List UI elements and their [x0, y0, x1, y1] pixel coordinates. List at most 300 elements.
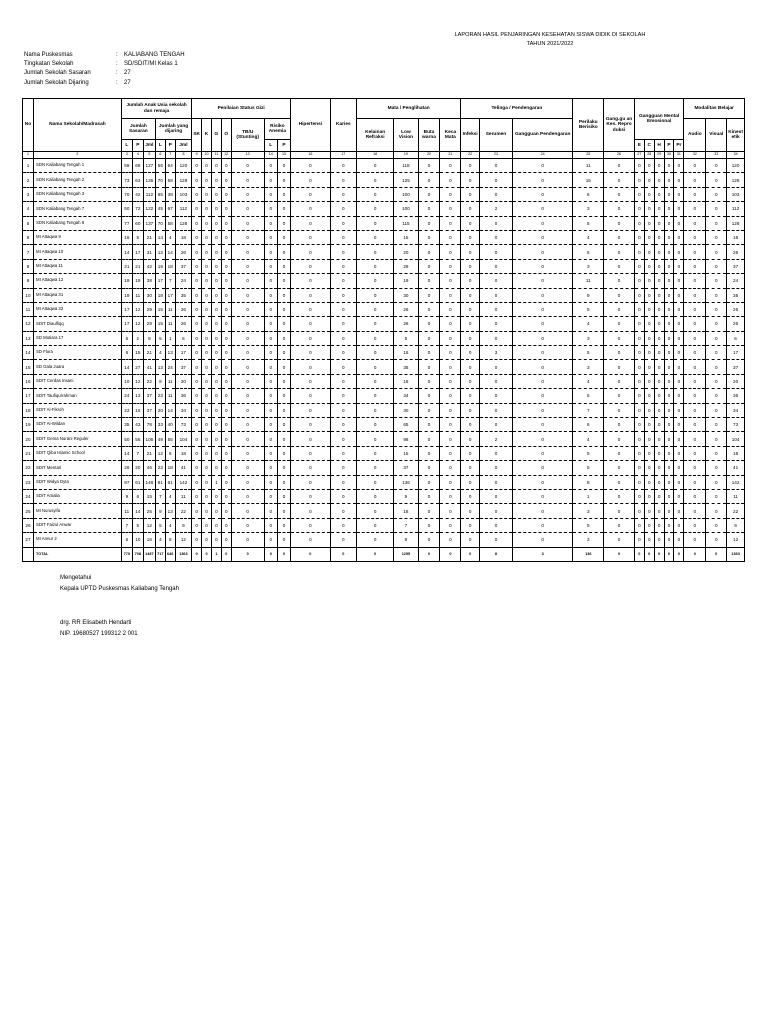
value-cell: 0: [684, 374, 706, 388]
column-number: 6: [155, 152, 165, 159]
value-cell: 0: [654, 403, 664, 417]
value-cell: 0: [330, 159, 356, 173]
col-header-repro: Gang.gu an Kes. Repro duksi: [604, 99, 635, 152]
row-number-cell: 1: [23, 159, 34, 173]
value-cell: 0: [512, 187, 572, 201]
value-cell: 64: [165, 159, 175, 173]
value-cell: 5: [155, 518, 165, 532]
value-cell: 12: [132, 374, 143, 388]
value-cell: 0: [202, 288, 212, 302]
value-cell: 0: [480, 288, 513, 302]
value-cell: 26: [394, 302, 418, 316]
school-name-cell: SDN Kaliabang Tengah 7: [33, 202, 121, 216]
value-cell: 0: [644, 159, 654, 173]
value-cell: 0: [706, 389, 727, 403]
col-header-c: C: [644, 140, 654, 152]
value-cell: 24: [121, 389, 132, 403]
table-row: [23, 346, 745, 360]
value-cell: 0: [604, 288, 635, 302]
value-cell: 0: [461, 475, 480, 489]
value-cell: 0: [264, 230, 277, 244]
value-cell: 0: [440, 489, 461, 503]
value-cell: 0: [461, 389, 480, 403]
col-header-jml: Jml: [175, 140, 192, 152]
value-cell: 0: [291, 173, 331, 187]
value-cell: 0: [654, 331, 664, 345]
value-cell: 68: [132, 159, 143, 173]
value-cell: 0: [192, 518, 202, 532]
value-cell: 2: [132, 331, 143, 345]
value-cell: 0: [461, 173, 480, 187]
column-number: 21: [440, 152, 461, 159]
value-cell: 0: [192, 288, 202, 302]
value-cell: 11: [132, 288, 143, 302]
info-label: Nama Puskesmas: [24, 52, 73, 58]
value-cell: 0: [357, 432, 394, 446]
value-cell: 0: [440, 346, 461, 360]
value-cell: 0: [706, 461, 727, 475]
value-cell: 0: [357, 202, 394, 216]
value-cell: 23: [155, 461, 165, 475]
value-cell: 0: [461, 202, 480, 216]
value-cell: 37: [175, 360, 192, 374]
value-cell: 0: [202, 504, 212, 518]
value-cell: 142: [727, 475, 745, 489]
value-cell: 63: [132, 173, 143, 187]
value-cell: 0: [654, 259, 664, 273]
value-cell: 0: [291, 547, 331, 561]
table-row: [23, 504, 745, 518]
col-header-hipertensi: Hipertensi: [291, 99, 331, 152]
value-cell: 0: [277, 346, 290, 360]
value-cell: 0: [330, 504, 356, 518]
value-cell: 7: [573, 403, 604, 417]
value-cell: 23: [155, 389, 165, 403]
table-row: [23, 446, 745, 460]
value-cell: 0: [330, 489, 356, 503]
value-cell: 0: [264, 187, 277, 201]
col-header-visual: Visual: [706, 119, 727, 152]
value-cell: 20: [132, 461, 143, 475]
table-row: [23, 360, 745, 374]
value-cell: 0: [654, 432, 664, 446]
value-cell: 0: [330, 461, 356, 475]
value-cell: 3: [573, 533, 604, 547]
value-cell: 0: [418, 230, 440, 244]
value-cell: 37: [727, 259, 745, 273]
value-cell: 2: [480, 202, 513, 216]
value-cell: 0: [461, 360, 480, 374]
value-cell: 0: [674, 302, 684, 316]
value-cell: 0: [634, 533, 644, 547]
value-cell: 0: [461, 504, 480, 518]
value-cell: 12: [155, 446, 165, 460]
value-cell: 29: [143, 317, 155, 331]
value-cell: 0: [684, 418, 706, 432]
value-cell: 0: [231, 446, 264, 460]
value-cell: 0: [264, 173, 277, 187]
row-number-cell: 12: [23, 317, 34, 331]
value-cell: 0: [202, 230, 212, 244]
value-cell: 0: [211, 418, 221, 432]
school-name-cell: MI Attaqwa 31: [33, 288, 121, 302]
value-cell: 41: [727, 461, 745, 475]
value-cell: 0: [264, 475, 277, 489]
value-cell: 14: [121, 360, 132, 374]
value-cell: 0: [291, 187, 331, 201]
value-cell: 0: [330, 173, 356, 187]
value-cell: 0: [654, 547, 664, 561]
value-cell: 0: [202, 489, 212, 503]
value-cell: 5: [132, 518, 143, 532]
value-cell: 0: [684, 317, 706, 331]
value-cell: 0: [221, 461, 231, 475]
school-name-cell: MI Attaqwa 9: [33, 230, 121, 244]
value-cell: 0: [512, 259, 572, 273]
value-cell: 4: [165, 518, 175, 532]
value-cell: 0: [211, 173, 221, 187]
table-row: [23, 461, 745, 475]
col-header-audio: Audio: [684, 119, 706, 152]
value-cell: 11: [121, 504, 132, 518]
value-cell: 0: [357, 302, 394, 316]
value-cell: 0: [330, 331, 356, 345]
value-cell: 0: [634, 389, 644, 403]
value-cell: 0: [480, 461, 513, 475]
value-cell: 5: [573, 461, 604, 475]
value-cell: 0: [221, 418, 231, 432]
report-info: Nama Puskesmas : KALIABANG TENGAH Tingkatan Sekolah : SD/SDIT/MI Kelas 1 Jumlah Sekolah Sasaran : 27 Jumlah Sekolah Dijaring : 27: [24, 51, 185, 88]
value-cell: 0: [654, 302, 664, 316]
school-name-cell: SDIT Amalia: [33, 489, 121, 503]
value-cell: 14: [155, 230, 165, 244]
value-cell: 0: [684, 259, 706, 273]
value-cell: 4: [165, 489, 175, 503]
value-cell: 3: [573, 331, 604, 345]
column-number: 32: [684, 152, 706, 159]
value-cell: 0: [221, 302, 231, 316]
value-cell: 6: [573, 187, 604, 201]
value-cell: 0: [480, 230, 513, 244]
row-number-cell: 10: [23, 288, 34, 302]
value-cell: 0: [461, 331, 480, 345]
value-cell: 0: [440, 389, 461, 403]
value-cell: 0: [357, 360, 394, 374]
value-cell: 0: [330, 374, 356, 388]
value-cell: 11: [165, 374, 175, 388]
value-cell: 0: [480, 317, 513, 331]
value-cell: 16: [121, 230, 132, 244]
value-cell: 0: [357, 259, 394, 273]
row-number-cell: 13: [23, 331, 34, 345]
value-cell: 18: [175, 230, 192, 244]
row-number-cell: 5: [23, 216, 34, 230]
value-cell: 0: [231, 346, 264, 360]
value-cell: 0: [440, 432, 461, 446]
value-cell: 0: [264, 461, 277, 475]
value-cell: 7: [165, 274, 175, 288]
value-cell: 6: [727, 331, 745, 345]
value-cell: 72: [132, 202, 143, 216]
value-cell: 42: [132, 187, 143, 201]
col-header-p: P: [132, 140, 143, 152]
value-cell: 20: [175, 374, 192, 388]
col-header-kinestetik: Kinest etik: [727, 119, 745, 152]
value-cell: 0: [664, 432, 674, 446]
value-cell: 0: [211, 187, 221, 201]
value-cell: 33: [155, 418, 165, 432]
value-cell: 0: [644, 302, 654, 316]
value-cell: 0: [644, 317, 654, 331]
value-cell: 0: [664, 173, 674, 187]
value-cell: 0: [211, 461, 221, 475]
value-cell: 0: [634, 489, 644, 503]
column-number: 26: [604, 152, 635, 159]
column-number-row: [23, 152, 745, 159]
value-cell: 40: [165, 418, 175, 432]
value-cell: 136: [394, 475, 418, 489]
value-cell: 0: [480, 331, 513, 345]
value-cell: 0: [291, 403, 331, 417]
value-cell: 0: [512, 360, 572, 374]
value-cell: 0: [264, 360, 277, 374]
value-cell: 8: [143, 331, 155, 345]
value-cell: 0: [330, 360, 356, 374]
value-cell: 0: [664, 259, 674, 273]
value-cell: 19: [394, 274, 418, 288]
value-cell: 0: [604, 202, 635, 216]
value-cell: 0: [604, 475, 635, 489]
value-cell: 0: [418, 547, 440, 561]
value-cell: 0: [202, 389, 212, 403]
value-cell: 21: [132, 259, 143, 273]
value-cell: 15: [155, 317, 165, 331]
school-name-cell: SDIT Gema Nurani Reguler: [33, 432, 121, 446]
value-cell: 148: [143, 475, 155, 489]
value-cell: 0: [634, 230, 644, 244]
value-cell: 37: [727, 360, 745, 374]
value-cell: 0: [440, 446, 461, 460]
value-cell: 0: [440, 475, 461, 489]
value-cell: 0: [706, 518, 727, 532]
value-cell: 9: [155, 374, 165, 388]
value-cell: 125: [394, 173, 418, 187]
value-cell: 0: [440, 245, 461, 259]
value-cell: 0: [418, 274, 440, 288]
value-cell: 0: [706, 331, 727, 345]
value-cell: 0: [264, 533, 277, 547]
value-cell: 0: [211, 374, 221, 388]
value-cell: 0: [330, 245, 356, 259]
value-cell: 0: [664, 216, 674, 230]
value-cell: 50: [121, 202, 132, 216]
value-cell: 21: [143, 346, 155, 360]
value-cell: 0: [231, 389, 264, 403]
value-cell: 0: [330, 230, 356, 244]
value-cell: 77: [121, 216, 132, 230]
value-cell: 0: [211, 403, 221, 417]
value-cell: 0: [231, 432, 264, 446]
value-cell: 0: [674, 346, 684, 360]
value-cell: 3: [512, 547, 572, 561]
row-number-cell: 8: [23, 259, 34, 273]
value-cell: 0: [264, 518, 277, 532]
value-cell: 0: [277, 274, 290, 288]
value-cell: 0: [330, 259, 356, 273]
value-cell: 0: [192, 259, 202, 273]
value-cell: 0: [512, 533, 572, 547]
value-cell: 22: [121, 403, 132, 417]
value-cell: 0: [644, 461, 654, 475]
value-cell: 0: [480, 302, 513, 316]
value-cell: 0: [634, 504, 644, 518]
value-cell: 0: [192, 202, 202, 216]
value-cell: 0: [440, 288, 461, 302]
value-cell: 120: [175, 159, 192, 173]
value-cell: 0: [604, 547, 635, 561]
value-cell: 0: [674, 288, 684, 302]
value-cell: 0: [202, 259, 212, 273]
value-cell: 0: [480, 518, 513, 532]
value-cell: 5: [573, 346, 604, 360]
value-cell: 0: [330, 418, 356, 432]
value-cell: 0: [512, 230, 572, 244]
value-cell: 36: [175, 389, 192, 403]
value-cell: 8: [480, 547, 513, 561]
row-number-cell: 22: [23, 461, 34, 475]
value-cell: 0: [440, 187, 461, 201]
value-cell: 0: [634, 475, 644, 489]
value-cell: 25: [143, 504, 155, 518]
value-cell: 0: [674, 202, 684, 216]
value-cell: 20: [727, 374, 745, 388]
value-cell: 0: [264, 346, 277, 360]
value-cell: 11: [573, 159, 604, 173]
value-cell: 0: [221, 202, 231, 216]
column-number: 23: [480, 152, 513, 159]
value-cell: 0: [644, 187, 654, 201]
value-cell: 3: [480, 346, 513, 360]
value-cell: 0: [277, 389, 290, 403]
col-header-l: L: [264, 140, 277, 152]
value-cell: 0: [211, 346, 221, 360]
value-cell: 0: [221, 274, 231, 288]
value-cell: 0: [291, 489, 331, 503]
value-cell: 14: [121, 446, 132, 460]
value-cell: 61: [165, 475, 175, 489]
row-number-cell: 17: [23, 389, 34, 403]
value-cell: 0: [330, 274, 356, 288]
value-cell: 7: [132, 446, 143, 460]
value-cell: 0: [654, 288, 664, 302]
table-row: [23, 230, 745, 244]
value-cell: 0: [644, 533, 654, 547]
value-cell: 0: [231, 216, 264, 230]
value-cell: 122: [143, 202, 155, 216]
footer-signatory-nip: NIP. 19680527 199312 2 001: [60, 631, 138, 637]
value-cell: 0: [231, 245, 264, 259]
value-cell: 0: [644, 245, 654, 259]
column-number: 2: [33, 152, 121, 159]
value-cell: 0: [291, 475, 331, 489]
value-cell: 0: [644, 418, 654, 432]
value-cell: 0: [654, 360, 664, 374]
value-cell: 12: [727, 533, 745, 547]
value-cell: 127: [143, 159, 155, 173]
value-cell: 0: [418, 159, 440, 173]
info-label: Tingkatan Sekolah: [24, 61, 74, 68]
value-cell: 0: [440, 547, 461, 561]
value-cell: 9: [394, 533, 418, 547]
value-cell: 0: [512, 518, 572, 532]
value-cell: 0: [330, 389, 356, 403]
value-cell: 0: [221, 489, 231, 503]
value-cell: 17: [121, 302, 132, 316]
value-cell: 31: [143, 245, 155, 259]
value-cell: 112: [143, 187, 155, 201]
table-row: [23, 302, 745, 316]
value-cell: 2: [480, 432, 513, 446]
value-cell: 0: [211, 216, 221, 230]
value-cell: 0: [202, 374, 212, 388]
value-cell: 0: [418, 317, 440, 331]
value-cell: 0: [461, 518, 480, 532]
value-cell: 0: [461, 533, 480, 547]
value-cell: 0: [664, 461, 674, 475]
value-cell: 0: [634, 245, 644, 259]
value-cell: 21: [143, 230, 155, 244]
column-number: 30: [664, 152, 674, 159]
value-cell: 106: [143, 432, 155, 446]
value-cell: 0: [357, 504, 394, 518]
value-cell: 0: [202, 274, 212, 288]
value-cell: 49: [155, 432, 165, 446]
value-cell: 0: [674, 331, 684, 345]
row-number-cell: 6: [23, 230, 34, 244]
row-number-cell: 9: [23, 274, 34, 288]
value-cell: 0: [480, 374, 513, 388]
value-cell: 0: [654, 346, 664, 360]
value-cell: 112: [175, 202, 192, 216]
value-cell: 22: [143, 374, 155, 388]
school-name-cell: SDN Kaliabang Tengah 3: [33, 187, 121, 201]
table-row: [23, 202, 745, 216]
value-cell: 0: [461, 547, 480, 561]
value-cell: 12: [175, 533, 192, 547]
value-cell: 5: [155, 331, 165, 345]
value-cell: 0: [634, 331, 644, 345]
col-header-jumlah-anak: Jumlah Anak Usia sekolah dan remaja: [121, 99, 191, 119]
value-cell: 0: [277, 533, 290, 547]
value-cell: 0: [674, 187, 684, 201]
value-cell: 0: [664, 374, 674, 388]
value-cell: 0: [684, 159, 706, 173]
value-cell: 0: [357, 346, 394, 360]
value-cell: 0: [192, 374, 202, 388]
value-cell: 0: [512, 317, 572, 331]
col-header-sk: SK: [192, 119, 202, 152]
value-cell: 0: [634, 418, 644, 432]
value-cell: 0: [264, 403, 277, 417]
value-cell: 0: [231, 504, 264, 518]
value-cell: 0: [291, 202, 331, 216]
value-cell: 0: [291, 432, 331, 446]
column-number: 8: [175, 152, 192, 159]
value-cell: 30: [394, 403, 418, 417]
table-row: [23, 216, 745, 230]
row-number-cell: 20: [23, 432, 34, 446]
value-cell: 0: [264, 259, 277, 273]
